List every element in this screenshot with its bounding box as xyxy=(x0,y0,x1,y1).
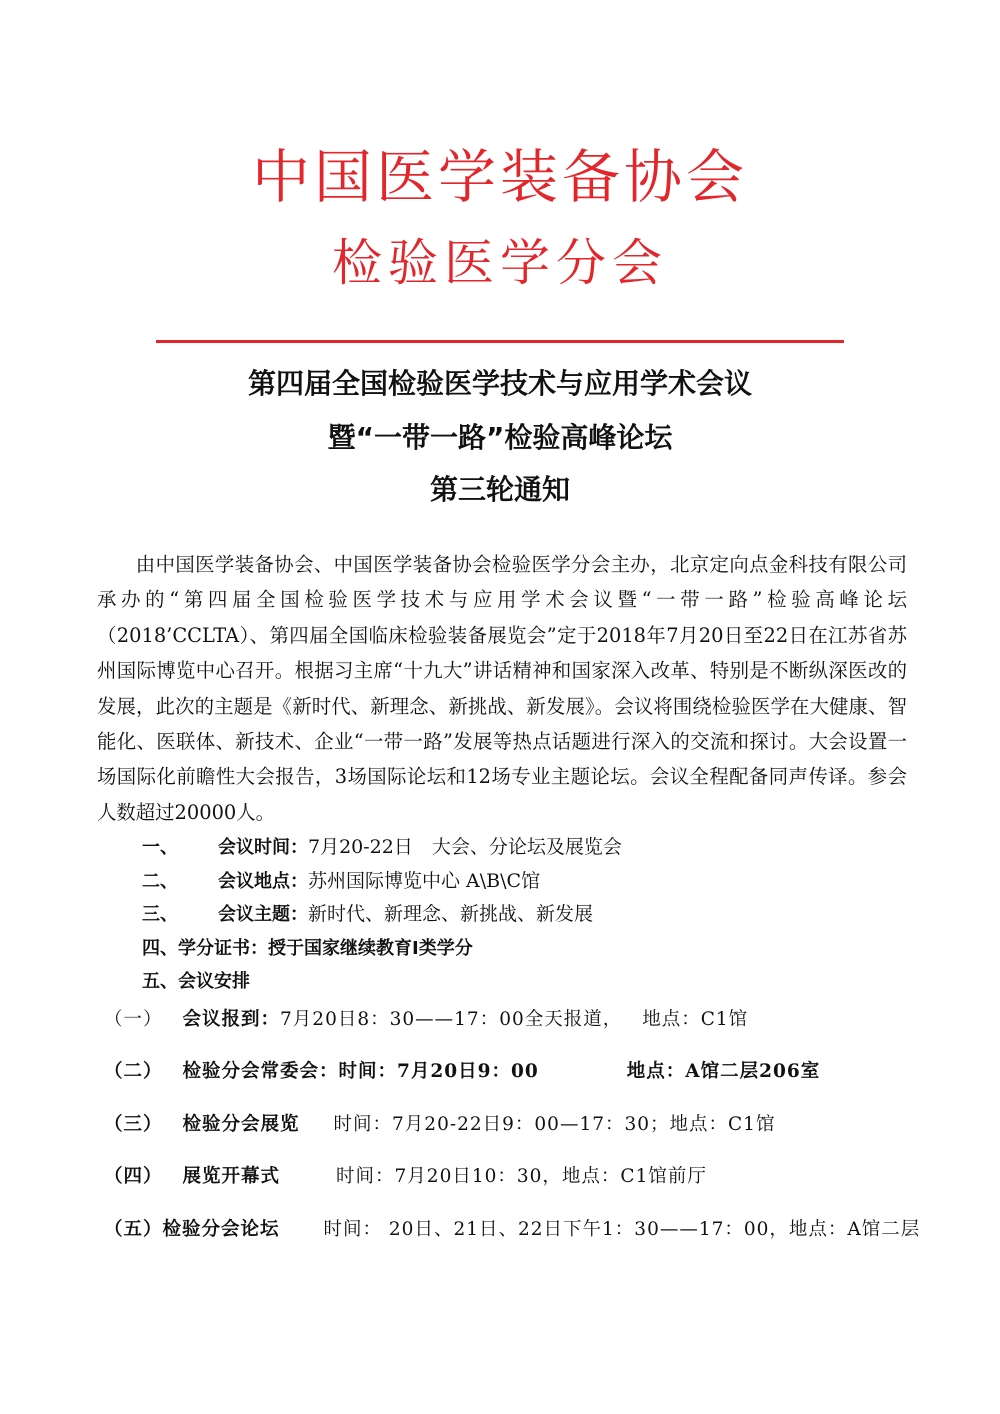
schedule-number: （二） xyxy=(104,1061,163,1082)
schedule-label: 检验分会论坛 xyxy=(162,1219,280,1240)
info-item-number: 一、 xyxy=(142,837,178,858)
org-name-sub: 检验医学分会 xyxy=(332,234,668,292)
schedule-number: （四） xyxy=(104,1166,163,1187)
info-item-time xyxy=(142,832,622,863)
info-item-number: 二、 xyxy=(142,871,178,892)
schedule-time: 时间： 20日、21日、22日下午1：30——17：00，地点：A馆二层 xyxy=(323,1219,921,1240)
info-item-value: 7月20-22日 大会、分论坛及展览会 xyxy=(308,836,622,858)
schedule-row-committee xyxy=(104,1057,820,1087)
schedule-time: 时间：7月20日9：00 xyxy=(338,1061,539,1082)
schedule-time: 时间：7月20日10：30，地点：C1馆前厅 xyxy=(336,1166,707,1187)
info-item-credit xyxy=(142,933,473,964)
info-item-value: 授于国家继续教育Ⅰ类学分 xyxy=(268,938,473,959)
schedule-number: （五） xyxy=(104,1219,163,1240)
info-item-number: 三、 xyxy=(142,904,178,925)
schedule-row-exhibition xyxy=(104,1110,775,1140)
info-item-arrangement xyxy=(142,966,250,997)
schedule-number: （一） xyxy=(104,1009,163,1030)
info-item-number: 五、 xyxy=(142,971,178,992)
schedule-number: （三） xyxy=(104,1114,163,1135)
info-item-label: 会议地点： xyxy=(218,871,308,892)
schedule-time: 7月20日8：30——17：00全天报道， xyxy=(280,1009,623,1030)
info-item-label: 会议主题： xyxy=(218,904,308,925)
schedule-row-opening xyxy=(104,1162,707,1192)
schedule-place: 地点：C1馆 xyxy=(642,1009,749,1030)
info-item-label: 会议安排 xyxy=(178,971,250,992)
schedule-label: 会议报到： xyxy=(182,1009,281,1030)
intro-paragraph: 由中国医学装备协会、中国医学装备协会检验医学分会主办，北京定向点金科技有限公司承办的“第四届全国检验医学技术与应用学术会议暨“一带一路”检验高峰论坛（2018’CCLTA）、第四届全国临床检验装备展览会”定于2018年7月20日至22日在江苏省苏州国际博览中心召开。根据习主席“十九大”讲话精神和国家深入改革、特别是不断纵深医改的发展，此次的主题是《新时代、新理念、新挑战、新发展》。会议将围绕检验医学在大健康、智能化、医联体、新技术、企业“一带一路”发展等热点话题进行深入的交流和探讨。大会设置一场国际化前瞻性大会报告，3场国际论坛和12场专业主题论坛。会议全程配备同声传译。参会人数超过20000人。 xyxy=(97,553,907,824)
info-item-location xyxy=(142,866,540,897)
info-item-value: 苏州国际博览中心 A\B\C馆 xyxy=(308,870,541,892)
info-item-label: 学分证书： xyxy=(178,938,268,959)
info-item-number: 四、 xyxy=(142,938,178,959)
org-name-main: 中国医学装备协会 xyxy=(251,143,748,211)
schedule-place: 地点：A馆二层206室 xyxy=(626,1061,821,1082)
document-title-line-1: 第四届全国检验医学技术与应用学术会议 xyxy=(247,367,752,400)
info-item-value: 新时代、新理念、新挑战、新发展 xyxy=(308,903,594,925)
schedule-row-forum xyxy=(104,1215,920,1245)
header-divider xyxy=(156,340,844,343)
schedule-label: 展览开幕式 xyxy=(182,1166,281,1187)
info-item-label: 会议时间： xyxy=(218,837,308,858)
schedule-label: 检验分会常委会： xyxy=(182,1061,339,1082)
schedule-label: 检验分会展览 xyxy=(182,1114,300,1135)
info-item-theme xyxy=(142,899,593,930)
schedule-time: 时间：7月20-22日9：00—17：30；地点：C1馆 xyxy=(333,1114,776,1135)
document-title-line-3: 第三轮通知 xyxy=(429,473,570,506)
schedule-row-registration xyxy=(104,1005,748,1035)
document-title-line-2: 暨“一带一路”检验高峰论坛 xyxy=(327,421,673,454)
